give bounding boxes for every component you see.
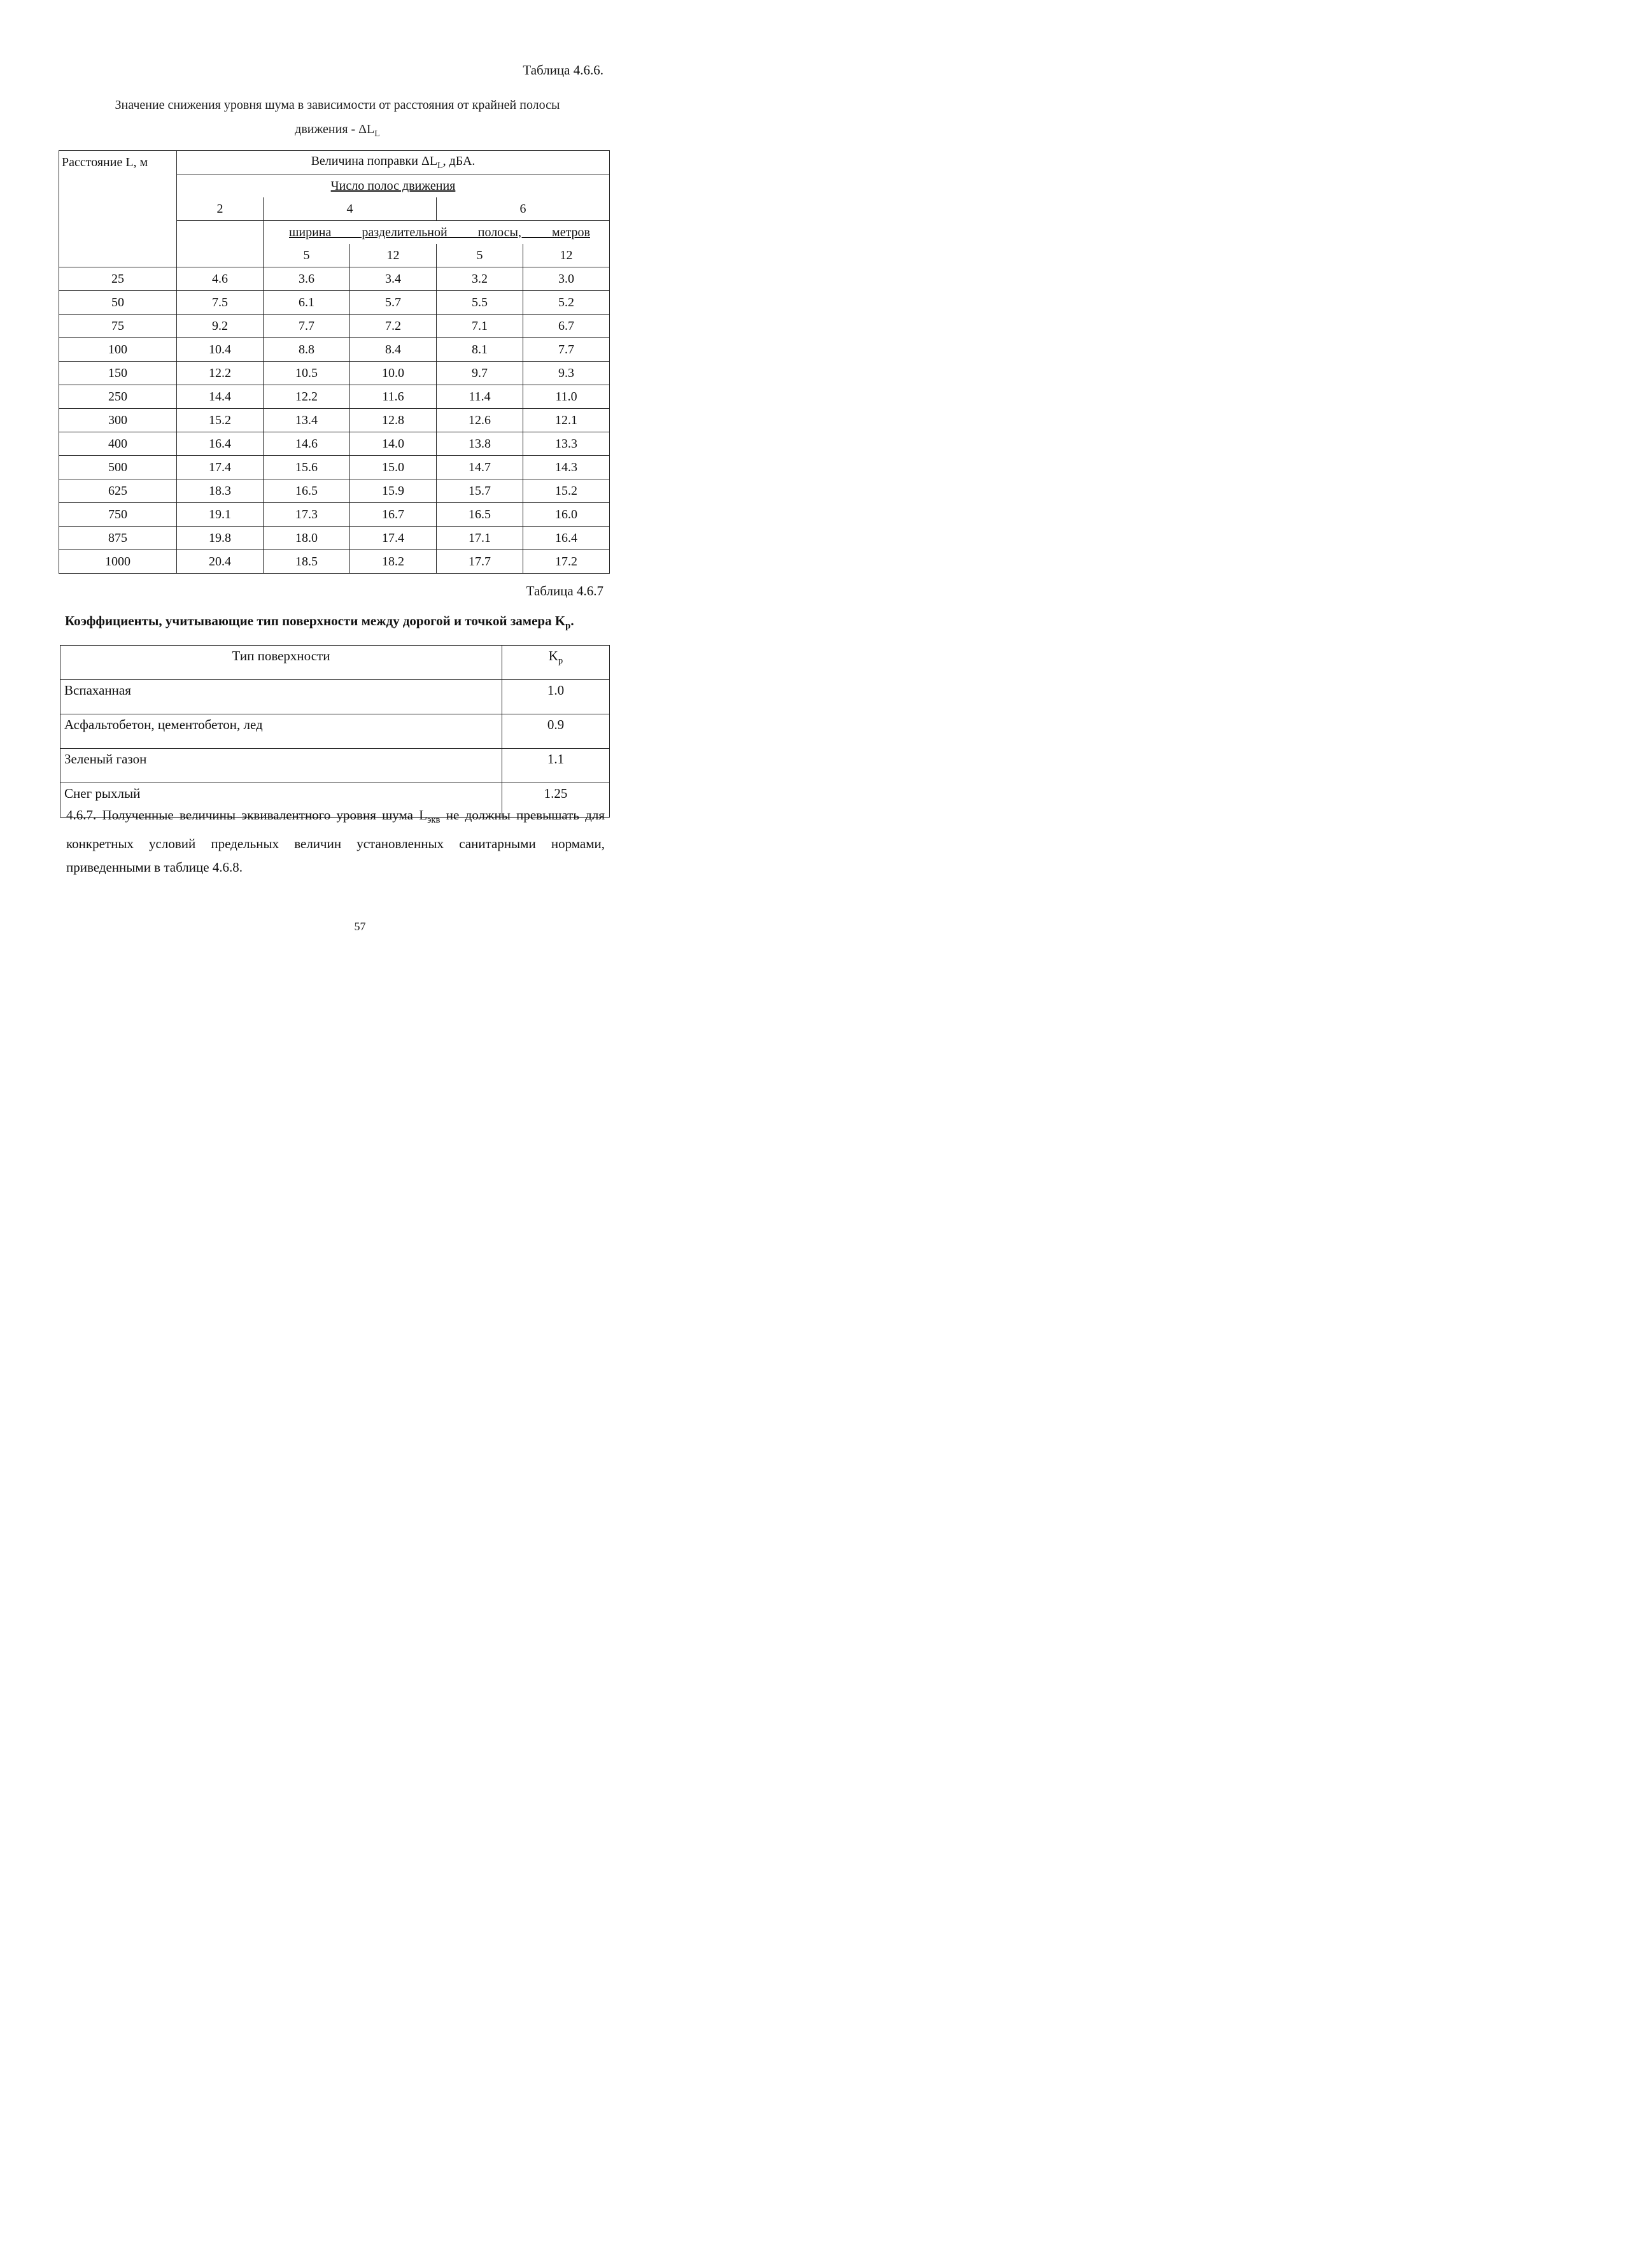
table-row [59, 409, 610, 432]
correction-cell: 18.3 [177, 479, 264, 503]
correction-cell: 16.5 [437, 503, 523, 527]
correction-cell: 19.8 [177, 527, 264, 550]
correction-cell: 18.5 [264, 550, 350, 574]
table-row [59, 527, 610, 550]
kp-cell: 0.9 [502, 714, 610, 749]
paragraph-part1: 4.6.7. Полученные величины эквивалентного уровня шума L [66, 807, 428, 823]
header-kp [502, 646, 610, 680]
correction-cell: 9.7 [437, 362, 523, 385]
correction-cell: 10.5 [264, 362, 350, 385]
table-row [59, 479, 610, 503]
table-4-6-7-title-text: Коэффициенты, учитывающие тип поверхности между дорогой и точкой замера K [65, 613, 566, 628]
header-blank [59, 197, 177, 221]
noise-reduction-table [59, 150, 610, 574]
correction-cell: 3.6 [264, 267, 350, 291]
correction-cell: 9.2 [177, 315, 264, 338]
correction-cell: 12.2 [264, 385, 350, 409]
header-lanes-6: 6 [437, 197, 610, 221]
distance-cell: 500 [59, 456, 177, 479]
correction-cell: 17.2 [523, 550, 610, 574]
correction-cell: 5.2 [523, 291, 610, 315]
table-row [60, 749, 610, 783]
distance-cell: 250 [59, 385, 177, 409]
distance-cell: 75 [59, 315, 177, 338]
distance-cell: 100 [59, 338, 177, 362]
correction-cell: 17.1 [437, 527, 523, 550]
correction-cell: 11.0 [523, 385, 610, 409]
table-4-6-6-label: Таблица 4.6.6. [523, 62, 603, 78]
correction-cell: 14.6 [264, 432, 350, 456]
correction-cell: 7.7 [523, 338, 610, 362]
table-row [59, 456, 610, 479]
table-row [60, 714, 610, 749]
correction-cell: 15.0 [350, 456, 437, 479]
noise-reduction-rows [59, 267, 610, 574]
header-distance: Расстояние L, м [59, 151, 177, 174]
correction-cell: 19.1 [177, 503, 264, 527]
correction-cell: 8.4 [350, 338, 437, 362]
table-row [60, 680, 610, 714]
correction-cell: 16.4 [523, 527, 610, 550]
correction-cell: 13.3 [523, 432, 610, 456]
correction-cell: 3.0 [523, 267, 610, 291]
header-correction-text: Величина поправки ΔL [311, 153, 438, 168]
header-blank [177, 244, 264, 267]
distance-cell: 875 [59, 527, 177, 550]
correction-cell: 16.5 [264, 479, 350, 503]
correction-cell: 8.8 [264, 338, 350, 362]
distance-cell: 50 [59, 291, 177, 315]
correction-cell: 14.3 [523, 456, 610, 479]
correction-cell: 13.8 [437, 432, 523, 456]
correction-cell: 15.7 [437, 479, 523, 503]
header-lanes-2: 2 [177, 197, 264, 221]
table-4-6-6-title-line2 [64, 117, 611, 146]
header-correction [177, 151, 610, 174]
correction-cell: 8.1 [437, 338, 523, 362]
surface-cell: Зеленый газон [60, 749, 502, 783]
correction-cell: 7.5 [177, 291, 264, 315]
surface-coefficient-table [60, 645, 610, 818]
table-4-6-7-title-sub: p [565, 621, 571, 632]
surface-cell: Асфальтобетон, цементобетон, лед [60, 714, 502, 749]
correction-cell: 14.4 [177, 385, 264, 409]
page-number: 57 [354, 920, 366, 933]
distance-cell: 25 [59, 267, 177, 291]
correction-cell: 4.6 [177, 267, 264, 291]
distance-cell: 1000 [59, 550, 177, 574]
header-correction-unit: , дБА. [442, 153, 476, 168]
title-line2-text: движения - ΔL [295, 122, 375, 136]
table-row [59, 362, 610, 385]
correction-cell: 16.4 [177, 432, 264, 456]
correction-cell: 6.1 [264, 291, 350, 315]
table-row [59, 550, 610, 574]
correction-cell: 17.7 [437, 550, 523, 574]
title-line2-sub: L [374, 129, 380, 139]
correction-cell: 5.5 [437, 291, 523, 315]
correction-cell: 9.3 [523, 362, 610, 385]
correction-cell: 16.0 [523, 503, 610, 527]
correction-cell: 13.4 [264, 409, 350, 432]
correction-cell: 15.9 [350, 479, 437, 503]
header-kp-text: K [548, 648, 558, 663]
correction-cell: 11.6 [350, 385, 437, 409]
table-row [59, 503, 610, 527]
header-kp-sub: p [558, 656, 563, 667]
surface-cell: Снег рыхлый [60, 783, 502, 818]
correction-cell: 11.4 [437, 385, 523, 409]
correction-cell: 7.1 [437, 315, 523, 338]
correction-cell: 12.8 [350, 409, 437, 432]
header-median-text: ширина разделительной полосы, метров [289, 225, 590, 239]
correction-cell: 17.3 [264, 503, 350, 527]
correction-cell: 17.4 [350, 527, 437, 550]
correction-cell: 7.2 [350, 315, 437, 338]
distance-cell: 750 [59, 503, 177, 527]
correction-cell: 3.4 [350, 267, 437, 291]
header-surface: Тип поверхности [60, 646, 502, 680]
header-median-6-5: 5 [437, 244, 523, 267]
kp-cell: 1.0 [502, 680, 610, 714]
table-row [59, 385, 610, 409]
correction-cell: 3.2 [437, 267, 523, 291]
header-lanes-label: Число полос движения [177, 174, 610, 198]
distance-cell: 300 [59, 409, 177, 432]
correction-cell: 15.2 [523, 479, 610, 503]
correction-cell: 10.0 [350, 362, 437, 385]
table-4-6-7-label: Таблица 4.6.7 [526, 583, 603, 599]
paragraph-part2: не должны превышать для конкретных условий предельных величин установленных санитарными нормами, приведенными в таблице 4.6.8. [66, 807, 605, 875]
distance-cell: 150 [59, 362, 177, 385]
header-median-label [264, 221, 610, 245]
header-correction-sub: L [437, 160, 443, 171]
table-row [59, 432, 610, 456]
kp-cell: 1.25 [502, 783, 610, 818]
header-lanes-4: 4 [264, 197, 437, 221]
correction-cell: 12.1 [523, 409, 610, 432]
header-median-6-12: 12 [523, 244, 610, 267]
table-4-6-7-title-end: . [570, 613, 574, 628]
correction-cell: 15.6 [264, 456, 350, 479]
correction-cell: 16.7 [350, 503, 437, 527]
kp-cell: 1.1 [502, 749, 610, 783]
surface-cell: Вспаханная [60, 680, 502, 714]
header-median-4-12: 12 [350, 244, 437, 267]
correction-cell: 12.2 [177, 362, 264, 385]
distance-cell: 625 [59, 479, 177, 503]
surface-coefficient-rows [60, 680, 610, 818]
correction-cell: 18.0 [264, 527, 350, 550]
correction-cell: 10.4 [177, 338, 264, 362]
correction-cell: 5.7 [350, 291, 437, 315]
table-4-6-7-title [65, 613, 574, 632]
header-blank [59, 221, 177, 245]
correction-cell: 20.4 [177, 550, 264, 574]
table-row [59, 338, 610, 362]
header-blank [59, 174, 177, 198]
correction-cell: 7.7 [264, 315, 350, 338]
correction-cell: 17.4 [177, 456, 264, 479]
header-blank [59, 244, 177, 267]
paragraph-sub: экв [427, 815, 441, 826]
correction-cell: 14.0 [350, 432, 437, 456]
header-blank [177, 221, 264, 245]
correction-cell: 6.7 [523, 315, 610, 338]
table-row [59, 291, 610, 315]
distance-cell: 400 [59, 432, 177, 456]
table-4-6-6-title [64, 93, 611, 146]
table-row [59, 315, 610, 338]
correction-cell: 15.2 [177, 409, 264, 432]
table-4-6-6-title-line1: Значение снижения уровня шума в зависимости от расстояния от крайней полосы [115, 98, 560, 112]
correction-cell: 14.7 [437, 456, 523, 479]
header-median-4-5: 5 [264, 244, 350, 267]
table-row [59, 267, 610, 291]
correction-cell: 12.6 [437, 409, 523, 432]
paragraph-4-6-7 [66, 804, 605, 879]
correction-cell: 18.2 [350, 550, 437, 574]
